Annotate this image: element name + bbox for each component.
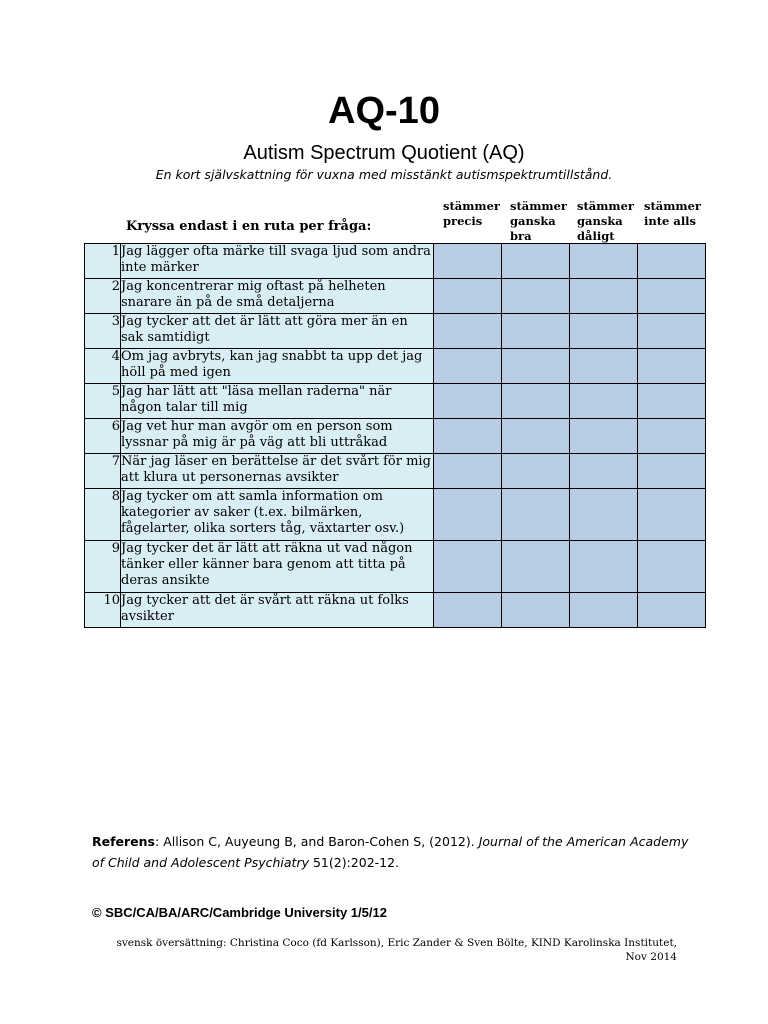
- answer-box-stammer-ganska-daligt[interactable]: [570, 454, 638, 489]
- question-number: 10: [85, 593, 121, 628]
- answer-box-stammer-ganska-daligt[interactable]: [570, 419, 638, 454]
- answer-box-stammer-precis[interactable]: [434, 454, 502, 489]
- answer-box-stammer-inte-alls[interactable]: [638, 349, 706, 384]
- answer-box-stammer-ganska-daligt[interactable]: [570, 314, 638, 349]
- answer-box-stammer-precis[interactable]: [434, 314, 502, 349]
- answer-box-stammer-precis[interactable]: [434, 593, 502, 628]
- table-row: [85, 349, 706, 384]
- question-text: Jag tycker det är lätt att räkna ut vad någon tänker eller känner bara genom att titta på deras ansikte: [121, 541, 434, 593]
- answer-box-stammer-inte-alls[interactable]: [638, 419, 706, 454]
- table-row: [85, 489, 706, 541]
- answer-box-stammer-inte-alls[interactable]: [638, 314, 706, 349]
- answer-box-stammer-precis[interactable]: [434, 279, 502, 314]
- instructions: Kryssa endast i en ruta per fråga:: [126, 219, 372, 234]
- question-text: Jag vet hur man avgör om en person som lyssnar på mig är på väg att bli uttråkad: [121, 419, 434, 454]
- question-text: När jag läser en berättelse är det svårt för mig att klura ut personernas avsikter: [121, 454, 434, 489]
- question-number: 8: [85, 489, 121, 541]
- question-text: Jag tycker om att samla information om kategorier av saker (t.ex. bilmärken, fågelarter, olika sorters tåg, växtarter osv.): [121, 489, 434, 541]
- answer-box-stammer-precis[interactable]: [434, 419, 502, 454]
- page-title: AQ-10: [328, 90, 440, 132]
- answer-box-stammer-inte-alls[interactable]: [638, 593, 706, 628]
- questionnaire-table: [84, 243, 706, 628]
- table-row: [85, 593, 706, 628]
- question-number: 4: [85, 349, 121, 384]
- answer-box-stammer-precis[interactable]: [434, 349, 502, 384]
- answer-box-stammer-ganska-bra[interactable]: [502, 454, 570, 489]
- question-text: Jag koncentrerar mig oftast på helheten snarare än på de små detaljerna: [121, 279, 434, 314]
- answer-box-stammer-inte-alls[interactable]: [638, 384, 706, 419]
- table-row: [85, 419, 706, 454]
- question-number: 7: [85, 454, 121, 489]
- answer-box-stammer-inte-alls[interactable]: [638, 279, 706, 314]
- answer-box-stammer-inte-alls[interactable]: [638, 244, 706, 279]
- answer-box-stammer-ganska-bra[interactable]: [502, 384, 570, 419]
- reference-journal: Journal of the American Academy of Child and Adolescent Psychiatry: [92, 834, 689, 870]
- question-number: 3: [85, 314, 121, 349]
- page-tagline: En kort självskattning för vuxna med misstänkt autismspektrumtillstånd.: [155, 167, 613, 182]
- answer-box-stammer-precis[interactable]: [434, 384, 502, 419]
- answer-box-stammer-inte-alls[interactable]: [638, 489, 706, 541]
- column-header-stammer-ganska-daligt: stämmer ganska dåligt: [577, 199, 634, 243]
- table-row: [85, 454, 706, 489]
- question-text: Jag lägger ofta märke till svaga ljud som andra inte märker: [121, 244, 434, 279]
- question-number: 2: [85, 279, 121, 314]
- answer-box-stammer-ganska-bra[interactable]: [502, 489, 570, 541]
- question-text: Om jag avbryts, kan jag snabbt ta upp det jag höll på med igen: [121, 349, 434, 384]
- table-row: [85, 314, 706, 349]
- translation-credit: svensk översättning: Christina Coco (fd Karlsson), Eric Zander & Sven Bölte, KIND Karolinska Institutet, Nov 2014: [116, 937, 677, 963]
- answer-box-stammer-inte-alls[interactable]: [638, 454, 706, 489]
- table-row: [85, 279, 706, 314]
- column-header-stammer-precis: stämmer precis: [443, 199, 500, 228]
- answer-box-stammer-ganska-daligt[interactable]: [570, 279, 638, 314]
- question-number: 5: [85, 384, 121, 419]
- question-text: Jag tycker att det är svårt att räkna ut folks avsikter: [121, 593, 434, 628]
- reference-authors: : Allison C, Auyeung B, and Baron-Cohen S, (2012).: [155, 834, 479, 849]
- answer-box-stammer-ganska-bra[interactable]: [502, 279, 570, 314]
- answer-box-stammer-ganska-bra[interactable]: [502, 349, 570, 384]
- reference-citation: 51(2):202-12.: [309, 855, 400, 870]
- table-row: [85, 384, 706, 419]
- copyright-notice: © SBC/CA/BA/ARC/Cambridge University 1/5/12: [92, 905, 387, 920]
- answer-box-stammer-ganska-daligt[interactable]: [570, 489, 638, 541]
- answer-box-stammer-ganska-daligt[interactable]: [570, 593, 638, 628]
- table-row: [85, 244, 706, 279]
- question-number: 9: [85, 541, 121, 593]
- answer-box-stammer-ganska-daligt[interactable]: [570, 384, 638, 419]
- answer-box-stammer-precis[interactable]: [434, 244, 502, 279]
- answer-box-stammer-ganska-bra[interactable]: [502, 419, 570, 454]
- table-row: [85, 541, 706, 593]
- column-header-stammer-inte-alls: stämmer inte alls: [644, 199, 701, 228]
- reference-label: Referens: [92, 834, 156, 849]
- answer-box-stammer-ganska-bra[interactable]: [502, 593, 570, 628]
- answer-box-stammer-ganska-bra[interactable]: [502, 541, 570, 593]
- answer-box-stammer-ganska-daligt[interactable]: [570, 244, 638, 279]
- reference: [92, 831, 692, 873]
- answer-box-stammer-ganska-bra[interactable]: [502, 244, 570, 279]
- answer-box-stammer-precis[interactable]: [434, 489, 502, 541]
- question-number: 6: [85, 419, 121, 454]
- answer-box-stammer-inte-alls[interactable]: [638, 541, 706, 593]
- page-subtitle: Autism Spectrum Quotient (AQ): [243, 142, 525, 164]
- column-header-stammer-ganska-bra: stämmer ganska bra: [510, 199, 567, 243]
- answer-box-stammer-ganska-daligt[interactable]: [570, 349, 638, 384]
- answer-box-stammer-ganska-daligt[interactable]: [570, 541, 638, 593]
- question-number: 1: [85, 244, 121, 279]
- question-text: Jag har lätt att "läsa mellan raderna" när någon talar till mig: [121, 384, 434, 419]
- question-text: Jag tycker att det är lätt att göra mer än en sak samtidigt: [121, 314, 434, 349]
- answer-box-stammer-precis[interactable]: [434, 541, 502, 593]
- answer-box-stammer-ganska-bra[interactable]: [502, 314, 570, 349]
